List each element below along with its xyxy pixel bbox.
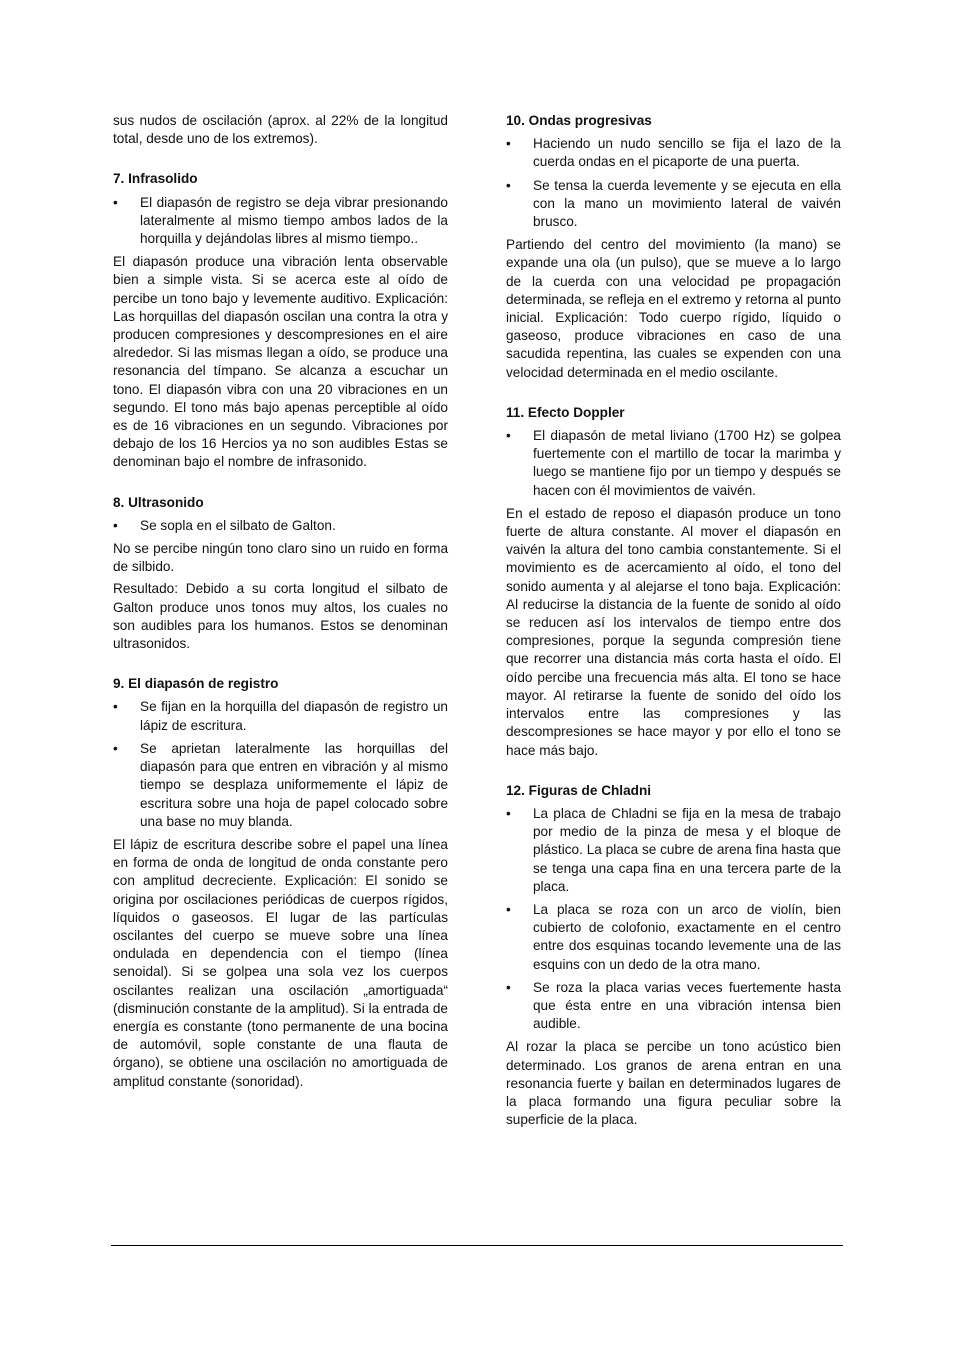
right-column [506, 112, 841, 1133]
section-8-paragraph-1: No se percibe ningún tono claro sino un ruido en forma de silbido. [113, 541, 448, 575]
section-7-list [113, 194, 448, 249]
section-8-paragraph-2: Resultado: Debido a su corta longitud el silbato de Galton produce unos tonos muy altos, los cuales no son audibles para los humanos. Estos se denominan ultrasonidos. [113, 581, 448, 652]
section-8-heading: 8. Ultrasonido [113, 494, 204, 510]
section-11-heading: 11. Efecto Doppler [506, 404, 625, 420]
bullet-icon: • [113, 517, 118, 533]
list-item: • Se fijan en la horquilla del diapasón de registro un lápiz de escritura. [113, 699, 448, 733]
intro-paragraph: sus nudos de oscilación (aprox. al 22% de la longitud total, desde uno de los extremos). [113, 113, 448, 147]
bullet-icon: • [113, 699, 118, 715]
section-7-heading: 7. Infrasolido [113, 171, 198, 187]
section-10-list [506, 135, 841, 231]
section-9-heading: 9. El diapasón de registro [113, 676, 279, 692]
section-11-list [506, 427, 841, 500]
section-7-paragraph: El diapasón produce una vibración lenta observable bien a simple vista. Si se acerca este al oído de percibe un tono bajo y levemente auditivo. Explicación: Las horquillas del diapasón oscilan una contra la otra y producen compresiones y descompresiones en el aire alrededor. Si las mismas llegan a oído, se produce una resonancia del tímpano. Se alcanza a escuchar un tono. El diapasón vibra con una 20 vibraciones en un segundo. El tono más bajo apenas perceptible al oído es de 16 vibraciones en un segundo. Vibraciones por debajo de los 16 Hercios ya no son audibles Estas se denominan bajo el nombre de infrasonido. [113, 254, 448, 470]
list-item: • Se aprietan lateralmente las horquillas del diapasón para que entren en vibración y al mismo tiempo se desplaza uniformemente el lápiz de escritura sobre una hoja de papel colocado sobre una base no muy blanda. [113, 740, 448, 829]
list-item: • La placa se roza con un arco de violín, bien cubierto de colofonio, exactamente en el centro entre dos esquinas tocando levemente una de las esquins con un dedo de la otra mano. [506, 901, 841, 972]
list-item: • Se sopla en el silbato de Galton. [113, 517, 448, 535]
section-8-list [113, 517, 448, 535]
bullet-icon: • [506, 901, 511, 917]
section-10-paragraph: Partiendo del centro del movimiento (la mano) se expande una ola (un pulso), que se mueve a lo largo de la cuerda con una velocidad pe propagación determinada, se refleja en el extremo y retorna al punto inicial. Explicación: Todo cuerpo rígido, líquido o gaseoso, produce vibraciones en caso de una sacudida repentina, las cuales se expenden con una velocidad determinada en el medio oscilante. [506, 237, 841, 380]
list-item: • La placa de Chladni se fija en la mesa de trabajo por medio de la pinza de mesa y el bloque de plástico. La placa se cubre de arena fina hasta que se tenga una capa fina en una tercera parte de la placa. [506, 805, 841, 894]
list-item: • Se tensa la cuerda levemente y se ejecuta en ella con la mano un movimiento lateral de vaivén brusco. [506, 177, 841, 230]
bullet-icon: • [506, 805, 511, 821]
bullet-icon: • [113, 194, 118, 210]
section-9-list [113, 698, 448, 830]
list-item: • El diapasón de registro se deja vibrar presionando lateralmente al mismo tiempo ambos lados de la horquilla y dejándolas libres al mismo tiempo.. [113, 194, 448, 247]
left-column [113, 112, 448, 1095]
section-9-paragraph: El lápiz de escritura describe sobre el papel una línea en forma de onda de longitud de onda constante pero con amplitud decreciente. Explicación: El sonido se origina por oscilaciones periódicas de cuerpos rígidos, líquidos o gaseosos. El lugar de las partículas oscilantes del cuerpo se mueve sobre una línea ondulada en dependencia con el tiempo (línea senoidal). Si se golpea una sola vez los cuerpos oscilantes realizan una oscilación „amortiguada“ (disminución constante de la amplitud). Si la entrada de energía es constante (tono permanente de una bocina de automóvil, sople constante de una flauta de órgano), se obtiene una oscilación no amortiguada de amplitud constante (sonoridad). [113, 836, 448, 1089]
bullet-icon: • [506, 428, 511, 444]
section-12-heading: 12. Figuras de Chladni [506, 782, 652, 798]
footer-rule [111, 1245, 843, 1246]
bullet-icon: • [506, 979, 511, 995]
list-item: • El diapasón de metal liviano (1700 Hz) se golpea fuertemente con el martillo de tocar la marimba y luego se mantiene fijo por un tiempo y después se hacen con él movimientos de vaivén. [506, 428, 841, 498]
list-item: • Haciendo un nudo sencillo se fija el lazo de la cuerda ondas en el picaporte de una puerta. [506, 136, 841, 170]
bullet-icon: • [506, 136, 511, 152]
section-10-heading: 10. Ondas progresivas [506, 113, 652, 128]
bullet-icon: • [506, 177, 511, 193]
section-12-list [506, 805, 841, 1033]
section-12-paragraph: Al rozar la placa se percibe un tono acústico bien determinado. Los granos de arena entran en una resonancia fuerte y bailan en determinados lugares de la placa formando una figura peculiar sobre la superficie de la placa. [506, 1039, 841, 1128]
section-11-paragraph: En el estado de reposo el diapasón produce un tono fuerte de altura constante. Al mover el diapasón en vaivén la altura del tono cambia constantemente. Si el movimiento es de acercamiento al oído, el tono del sonido aumenta y al alejarse el tono baja. Explicación: Al reducirse la distancia de la fuente de sonido al oído se reducen así los intervalos de tiempo entre dos compresiones, porque la segunda compresión tiene que recorrer una distancia más corta hasta el oído. El oído percibe una frecuencia más alta. El tono se hace mayor. Al retirarse la fuente de sonido del oído los intervalos entre las compresiones y las descompresiones se hace mayor y por ello el tono se hace más bajo. [506, 505, 841, 758]
bullet-icon: • [113, 740, 118, 756]
list-item: • Se roza la placa varias veces fuertemente hasta que ésta entre en una vibración intensa bien audible. [506, 979, 841, 1032]
